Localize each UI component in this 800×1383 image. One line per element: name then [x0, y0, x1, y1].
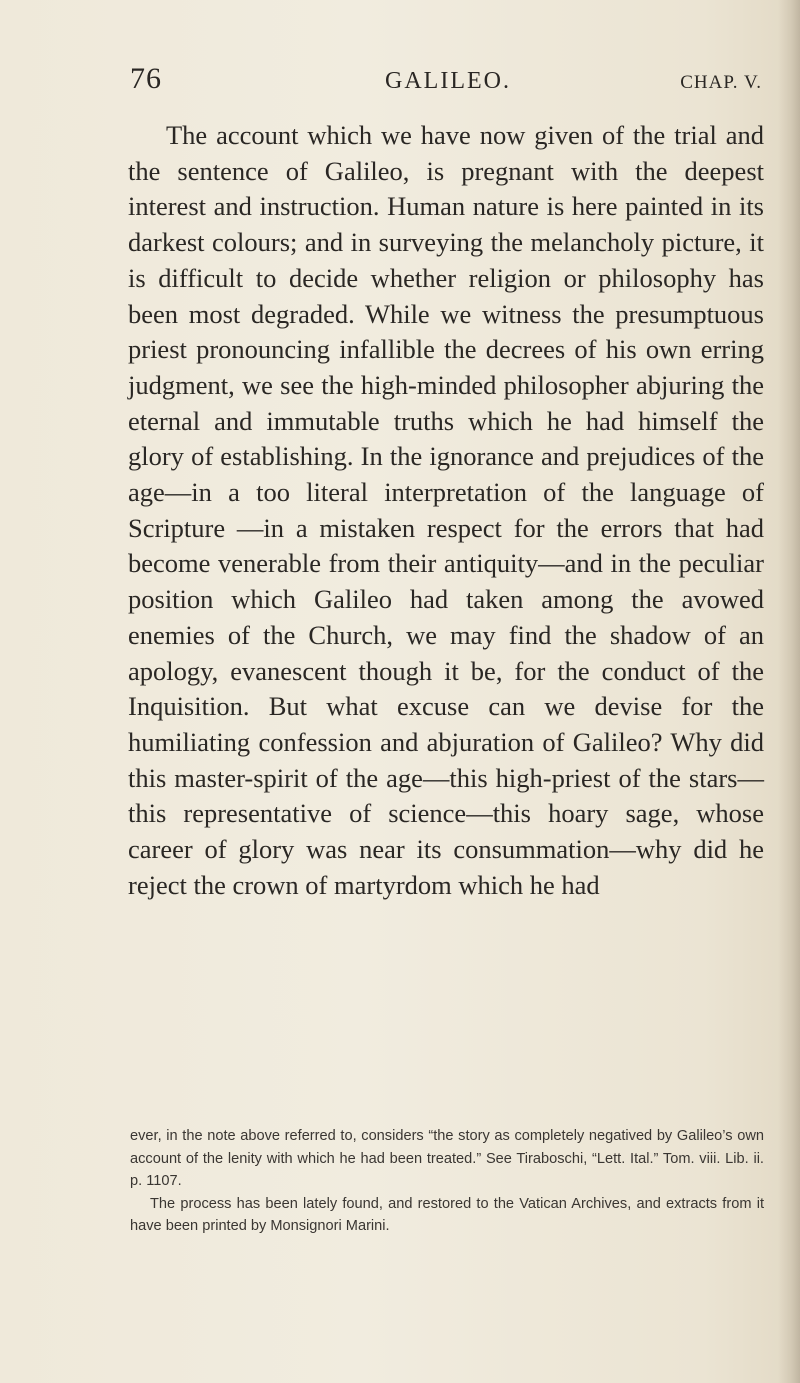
page-edge-shadow	[778, 0, 800, 1383]
chapter-title: GALILEO.	[385, 68, 511, 94]
footnote-continuation: ever, in the note above referred to, considers “the story as completely negatived by Galileo’s own account of the lenity with which he had been treated.” See Tiraboschi, “Lett. Ital.” Tom. viii. Lib. ii. p. 1107.	[130, 1128, 764, 1189]
running-head	[130, 62, 790, 102]
footnote-process-note: The process has been lately found, and restored to the Vatican Archives, and extracts from it have been printed by Monsignori Marini.	[130, 1195, 764, 1234]
body-paragraph: The account which we have now given of the trial and the sentence of Galileo, is pregnant with the deepest interest and instruction. Human nature is here painted in its darkest colours; and in surveying the melancholy picture, it is difficult to decide whether religion or philosophy has been most degraded. While we witness the presumptuous priest pronouncing infallible the decrees of his own erring judgment, we see the high-minded philosopher abjuring the eternal and immutable truths which he had himself the glory of establishing. In the ignorance and prejudices of the age—in a too literal interpretation of the language of Scripture —in a mistaken respect for the errors that had become venerable from their antiquity—and in the peculiar position which Galileo had taken among the avowed enemies of the Church, we may find the shadow of an apology, evanescent though it be, for the conduct of the Inquisition. But what excuse can we devise for the humiliating confession and abjuration of Galileo? Why did this master-spirit of the age—this high-priest of the stars—this representative of science—this hoary sage, whose career of glory was near its consummation—why did he reject the crown of martyrdom which he had	[128, 120, 764, 900]
page-number: 76	[130, 62, 162, 95]
chapter-reference: CHAP. V.	[680, 72, 762, 93]
footnote	[130, 1125, 764, 1238]
